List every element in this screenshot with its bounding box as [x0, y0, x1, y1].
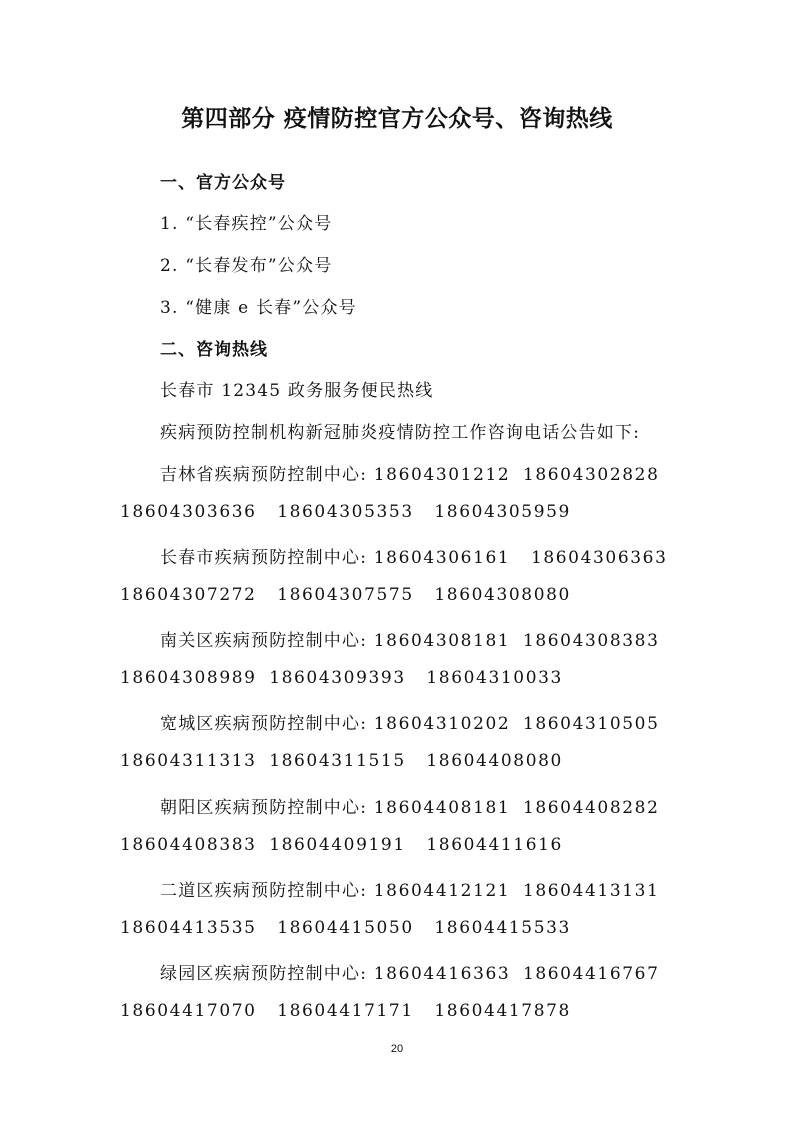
center-phones-continued	[120, 1001, 571, 1021]
phone-number: 18604305353	[277, 502, 414, 522]
phone-number: 18604306363	[530, 548, 668, 568]
phone-number: 18604307575	[277, 585, 414, 605]
phone-number: 18604413535	[120, 918, 257, 938]
center-line	[160, 876, 660, 901]
center-phones-continued	[120, 835, 563, 855]
phone-number: 18604310033	[426, 668, 563, 688]
phone-number: 18604408080	[426, 751, 563, 771]
phone-number: 18604302828	[522, 465, 660, 485]
phone-number: 18604308080	[434, 585, 571, 605]
center-line	[160, 543, 668, 568]
center-phones-continued	[120, 502, 571, 522]
center-phones-continued	[120, 918, 571, 938]
phone-number: 18604411616	[426, 835, 563, 855]
section-heading-accounts: 一、官方公众号	[160, 173, 286, 193]
phone-number: 18604310505	[522, 714, 660, 734]
phone-number: 18604416363	[373, 964, 511, 984]
center-phones-continued	[120, 751, 563, 771]
phone-number: 18604416767	[522, 964, 660, 984]
center-line	[160, 793, 660, 818]
center-line	[160, 959, 660, 984]
page-title: 第四部分 疫情防控官方公众号、咨询热线	[181, 106, 613, 132]
phone-number: 18604308181	[373, 631, 511, 651]
phone-number: 18604412121	[373, 881, 511, 901]
phone-number: 18604417070	[120, 1001, 257, 1021]
center-phones-continued	[120, 585, 571, 605]
phone-number: 18604308989	[120, 668, 257, 688]
account-item-3: 3. “健康 e 长春”公众号	[160, 298, 357, 318]
phone-number: 18604417171	[277, 1001, 414, 1021]
phone-number: 18604413131	[522, 881, 660, 901]
phone-number: 18604301212	[373, 465, 511, 485]
section-heading-hotlines: 二、咨询热线	[160, 340, 268, 360]
phone-number: 18604415050	[277, 918, 414, 938]
hotline-intro: 疾病预防控制机构新冠肺炎疫情防控工作咨询电话公告如下:	[160, 423, 641, 443]
phone-number: 18604415533	[434, 918, 571, 938]
phone-number: 18604417878	[434, 1001, 571, 1021]
phone-number: 18604408181	[373, 798, 511, 818]
center-line	[160, 460, 660, 485]
phone-number: 18604307272	[120, 585, 257, 605]
phone-number: 18604305959	[434, 502, 571, 522]
phone-number: 18604408383	[120, 835, 257, 855]
phone-number: 18604308383	[522, 631, 660, 651]
center-name: 南关区疾病预防控制中心:	[160, 631, 368, 651]
center-line	[160, 709, 660, 734]
center-name: 长春市疾病预防控制中心:	[160, 548, 368, 568]
center-phones-continued	[120, 668, 563, 688]
center-name: 宽城区疾病预防控制中心:	[160, 714, 368, 734]
phone-number: 18604310202	[373, 714, 511, 734]
phone-number: 18604408282	[522, 798, 660, 818]
account-item-1: 1. “长春疾控”公众号	[160, 214, 333, 234]
phone-number: 18604306161	[373, 548, 511, 568]
phone-number: 18604311313	[120, 751, 257, 771]
center-name: 吉林省疾病预防控制中心:	[160, 465, 368, 485]
account-item-2: 2. “长春发布”公众号	[160, 256, 333, 276]
city-hotline: 长春市 12345 政务服务便民热线	[160, 381, 434, 401]
page-number: 20	[390, 1043, 404, 1055]
center-line	[160, 626, 660, 651]
center-name: 二道区疾病预防控制中心:	[160, 881, 368, 901]
phone-number: 18604409191	[269, 835, 406, 855]
phone-number: 18604311515	[269, 751, 406, 771]
phone-number: 18604303636	[120, 502, 257, 522]
phone-number: 18604309393	[269, 668, 406, 688]
center-name: 绿园区疾病预防控制中心:	[160, 964, 368, 984]
center-name: 朝阳区疾病预防控制中心:	[160, 798, 368, 818]
